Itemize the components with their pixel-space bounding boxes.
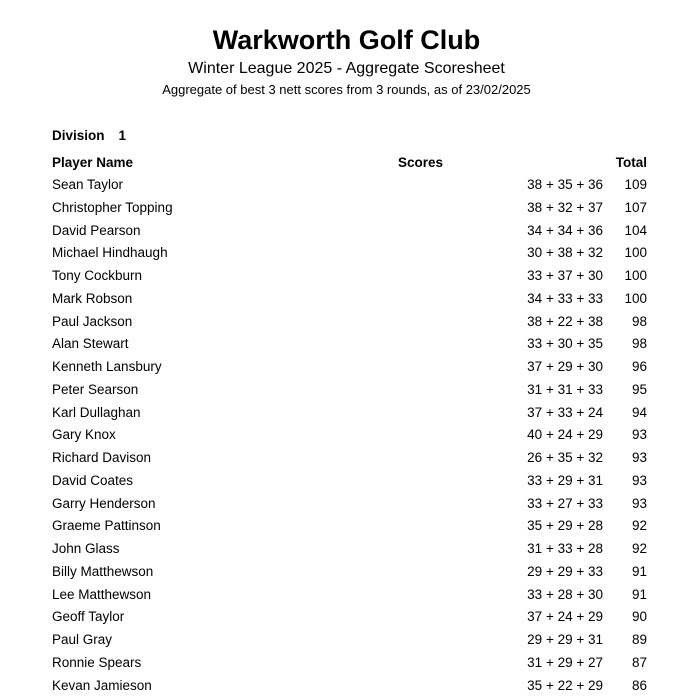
player-scores: 33 + 29 + 31: [527, 470, 603, 492]
player-name: Paul Gray: [52, 629, 112, 651]
player-name: Richard Davison: [52, 447, 151, 469]
player-name: David Coates: [52, 470, 133, 492]
player-total: 92: [632, 538, 647, 560]
player-scores: 33 + 30 + 35: [527, 333, 603, 355]
player-name: Gary Knox: [52, 424, 116, 446]
player-total: 98: [632, 311, 647, 333]
table-row: [0, 652, 693, 675]
player-name: David Pearson: [52, 220, 141, 242]
player-scores: 38 + 35 + 36: [527, 174, 603, 196]
player-name: Ronnie Spears: [52, 652, 141, 674]
table-row: [0, 288, 693, 311]
table-row: [0, 424, 693, 447]
table-row: [0, 675, 693, 697]
scoring-note: Aggregate of best 3 nett scores from 3 rounds, as of 23/02/2025: [0, 81, 693, 99]
table-row: [0, 242, 693, 265]
division-label: Division: [52, 128, 105, 143]
table-row: [0, 470, 693, 493]
player-total: 90: [632, 606, 647, 628]
player-total: 95: [632, 379, 647, 401]
player-total: 93: [632, 470, 647, 492]
scoresheet-table: [0, 174, 693, 697]
player-scores: 30 + 38 + 32: [527, 242, 603, 264]
table-row: [0, 311, 693, 334]
table-row: [0, 515, 693, 538]
player-total: 104: [624, 220, 647, 242]
player-scores: 29 + 29 + 31: [527, 629, 603, 651]
player-name: Kevan Jamieson: [52, 675, 152, 697]
player-scores: 31 + 31 + 33: [527, 379, 603, 401]
column-header-player-name: Player Name: [52, 154, 133, 172]
player-total: 100: [624, 242, 647, 264]
table-row: [0, 265, 693, 288]
table-row: [0, 538, 693, 561]
division-number: 1: [119, 128, 127, 143]
player-total: 89: [632, 629, 647, 651]
player-name: Garry Henderson: [52, 493, 156, 515]
table-row: [0, 447, 693, 470]
player-total: 94: [632, 402, 647, 424]
player-total: 87: [632, 652, 647, 674]
player-total: 86: [632, 675, 647, 697]
table-row: [0, 220, 693, 243]
player-scores: 31 + 33 + 28: [527, 538, 603, 560]
player-name: Lee Matthewson: [52, 584, 151, 606]
player-name: Sean Taylor: [52, 174, 123, 196]
player-name: Tony Cockburn: [52, 265, 142, 287]
player-total: 93: [632, 493, 647, 515]
player-scores: 37 + 33 + 24: [527, 402, 603, 424]
player-total: 100: [624, 265, 647, 287]
player-scores: 37 + 24 + 29: [527, 606, 603, 628]
player-scores: 37 + 29 + 30: [527, 356, 603, 378]
table-row: [0, 561, 693, 584]
table-row: [0, 606, 693, 629]
player-scores: 29 + 29 + 33: [527, 561, 603, 583]
player-total: 92: [632, 515, 647, 537]
player-total: 93: [632, 424, 647, 446]
page-subtitle: Winter League 2025 - Aggregate Scoresheet: [0, 59, 693, 79]
player-scores: 26 + 35 + 32: [527, 447, 603, 469]
player-name: Paul Jackson: [52, 311, 132, 333]
player-scores: 35 + 29 + 28: [527, 515, 603, 537]
player-total: 93: [632, 447, 647, 469]
table-row: [0, 629, 693, 652]
player-scores: 33 + 37 + 30: [527, 265, 603, 287]
table-row: [0, 197, 693, 220]
player-scores: 31 + 29 + 27: [527, 652, 603, 674]
player-name: Peter Searson: [52, 379, 138, 401]
player-scores: 40 + 24 + 29: [527, 424, 603, 446]
player-name: Geoff Taylor: [52, 606, 124, 628]
player-scores: 33 + 27 + 33: [527, 493, 603, 515]
player-total: 107: [624, 197, 647, 219]
division-heading: [52, 127, 126, 145]
player-scores: 38 + 22 + 38: [527, 311, 603, 333]
page-title: Warkworth Golf Club: [0, 24, 693, 56]
player-name: Alan Stewart: [52, 333, 129, 355]
table-row: [0, 493, 693, 516]
player-total: 109: [624, 174, 647, 196]
player-name: Mark Robson: [52, 288, 132, 310]
player-total: 100: [624, 288, 647, 310]
table-row: [0, 333, 693, 356]
player-name: Graeme Pattinson: [52, 515, 161, 537]
player-scores: 33 + 28 + 30: [527, 584, 603, 606]
table-row: [0, 584, 693, 607]
table-row: [0, 379, 693, 402]
player-name: Billy Matthewson: [52, 561, 153, 583]
player-scores: 35 + 22 + 29: [527, 675, 603, 697]
player-name: Michael Hindhaugh: [52, 242, 168, 264]
player-total: 91: [632, 561, 647, 583]
table-row: [0, 402, 693, 425]
player-name: Kenneth Lansbury: [52, 356, 162, 378]
player-total: 96: [632, 356, 647, 378]
column-header-total: Total: [616, 154, 647, 172]
player-total: 98: [632, 333, 647, 355]
player-scores: 38 + 32 + 37: [527, 197, 603, 219]
player-total: 91: [632, 584, 647, 606]
player-name: John Glass: [52, 538, 120, 560]
player-scores: 34 + 33 + 33: [527, 288, 603, 310]
table-row: [0, 356, 693, 379]
column-header-scores: Scores: [398, 154, 443, 172]
player-name: Christopher Topping: [52, 197, 173, 219]
player-scores: 34 + 34 + 36: [527, 220, 603, 242]
table-row: [0, 174, 693, 197]
player-name: Karl Dullaghan: [52, 402, 141, 424]
